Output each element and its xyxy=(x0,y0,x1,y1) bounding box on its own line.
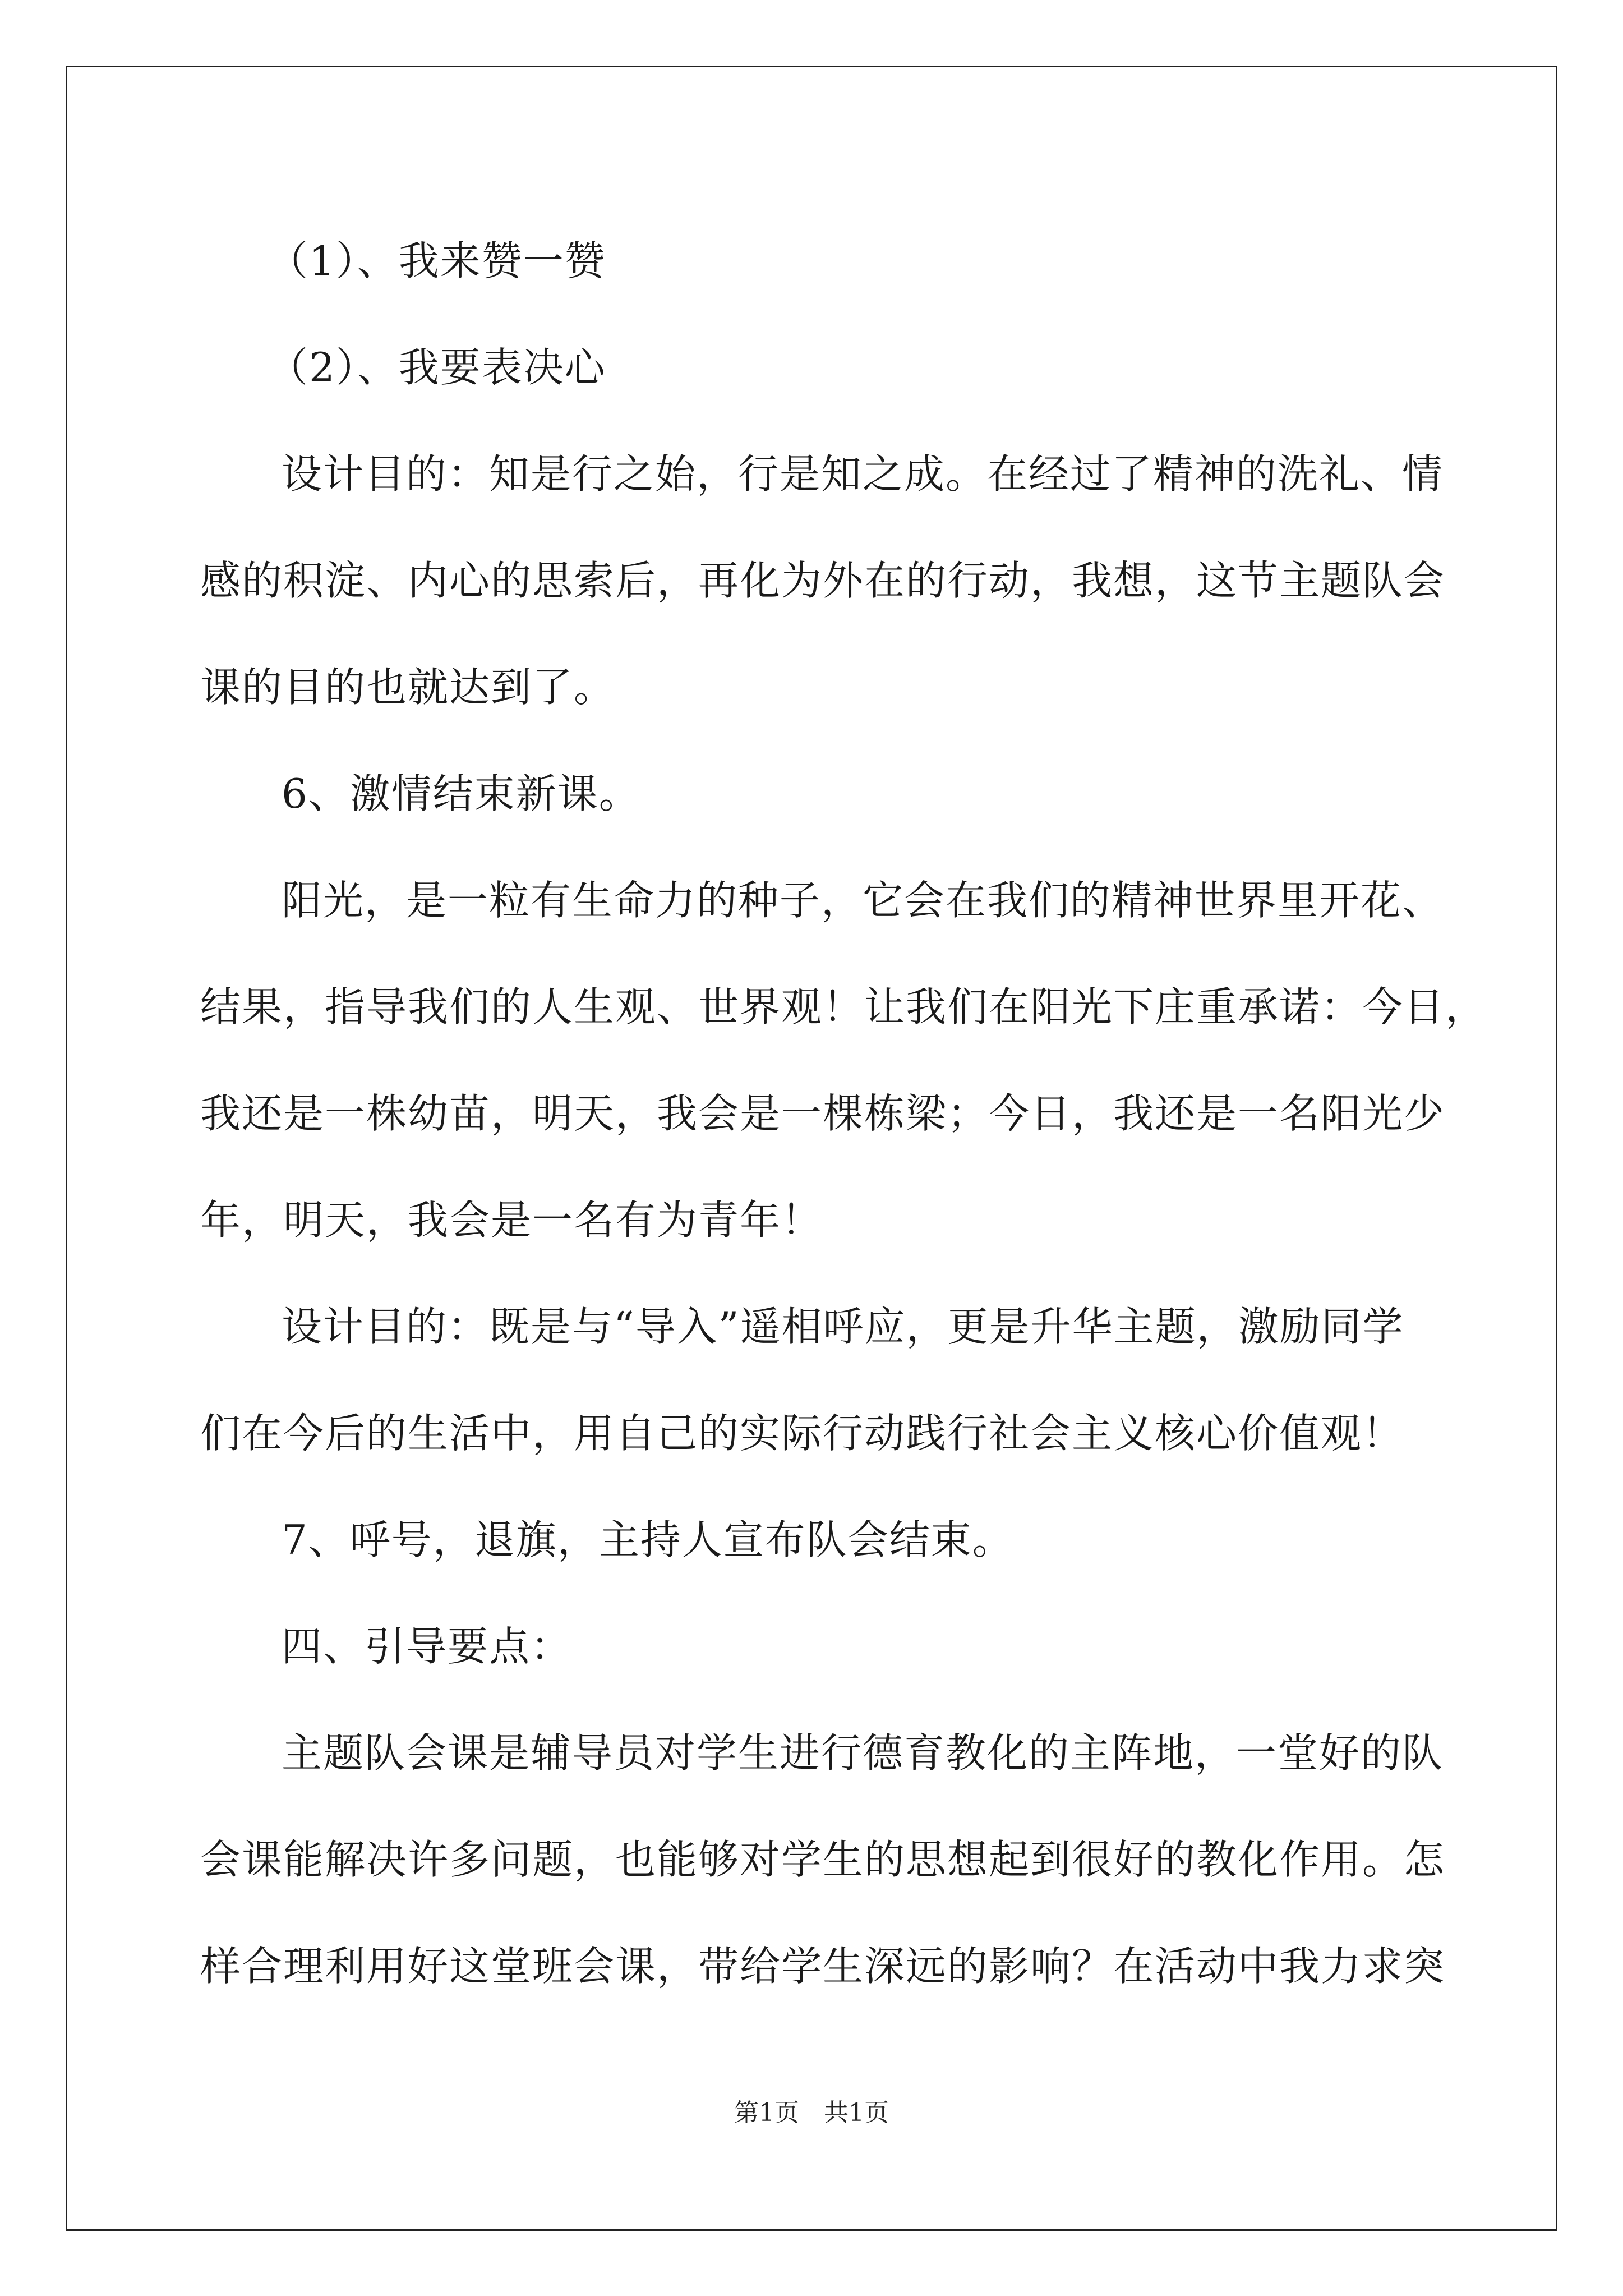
text-line: 结果，指导我们的人生观、世界观！让我们在阳光下庄重承诺：今日， xyxy=(200,983,1487,1030)
text-line: 感的积淀、内心的思索后，再化为外在的行动，我想，这节主题队会 xyxy=(200,557,1446,604)
text-line: 年，明天，我会是一名有为青年！ xyxy=(200,1197,823,1244)
text-line: （1）、我来赞一赞 xyxy=(268,237,606,284)
text-line: 我还是一株幼苗，明天，我会是一棵栋梁；今日，我还是一名阳光少 xyxy=(200,1090,1446,1137)
text-line: 样合理利用好这堂班会课，带给学生深远的影响？在活动中我力求突 xyxy=(200,1943,1446,1990)
text-line: 设计目的：既是与“导入”遥相呼应，更是升华主题，激励同学 xyxy=(282,1303,1404,1350)
text-line: 主题队会课是辅导员对学生进行德育教化的主阵地，一堂好的队 xyxy=(282,1729,1444,1777)
text-line: 课的目的也就达到了。 xyxy=(200,664,616,711)
text-line: 会课能解决许多问题，也能够对学生的思想起到很好的教化作用。怎 xyxy=(200,1836,1446,1883)
document-body xyxy=(200,208,1487,2019)
text-line: 四、引导要点： xyxy=(282,1623,573,1670)
text-line: 阳光，是一粒有生命力的种子，它会在我们的精神世界里开花、 xyxy=(282,877,1444,924)
text-line: 7、呼号，退旗，主持人宣布队会结束。 xyxy=(282,1516,1014,1563)
text-line: 们在今后的生活中，用自己的实际行动践行社会主义核心价值观！ xyxy=(200,1410,1404,1457)
page-footer: 第1页 共1页 xyxy=(734,2099,889,2127)
text-line: （2）、我要表决心 xyxy=(268,344,606,391)
text-line: 6、激情结束新课。 xyxy=(282,770,640,817)
text-line: 设计目的：知是行之始，行是知之成。在经过了精神的洗礼、情 xyxy=(282,450,1444,498)
